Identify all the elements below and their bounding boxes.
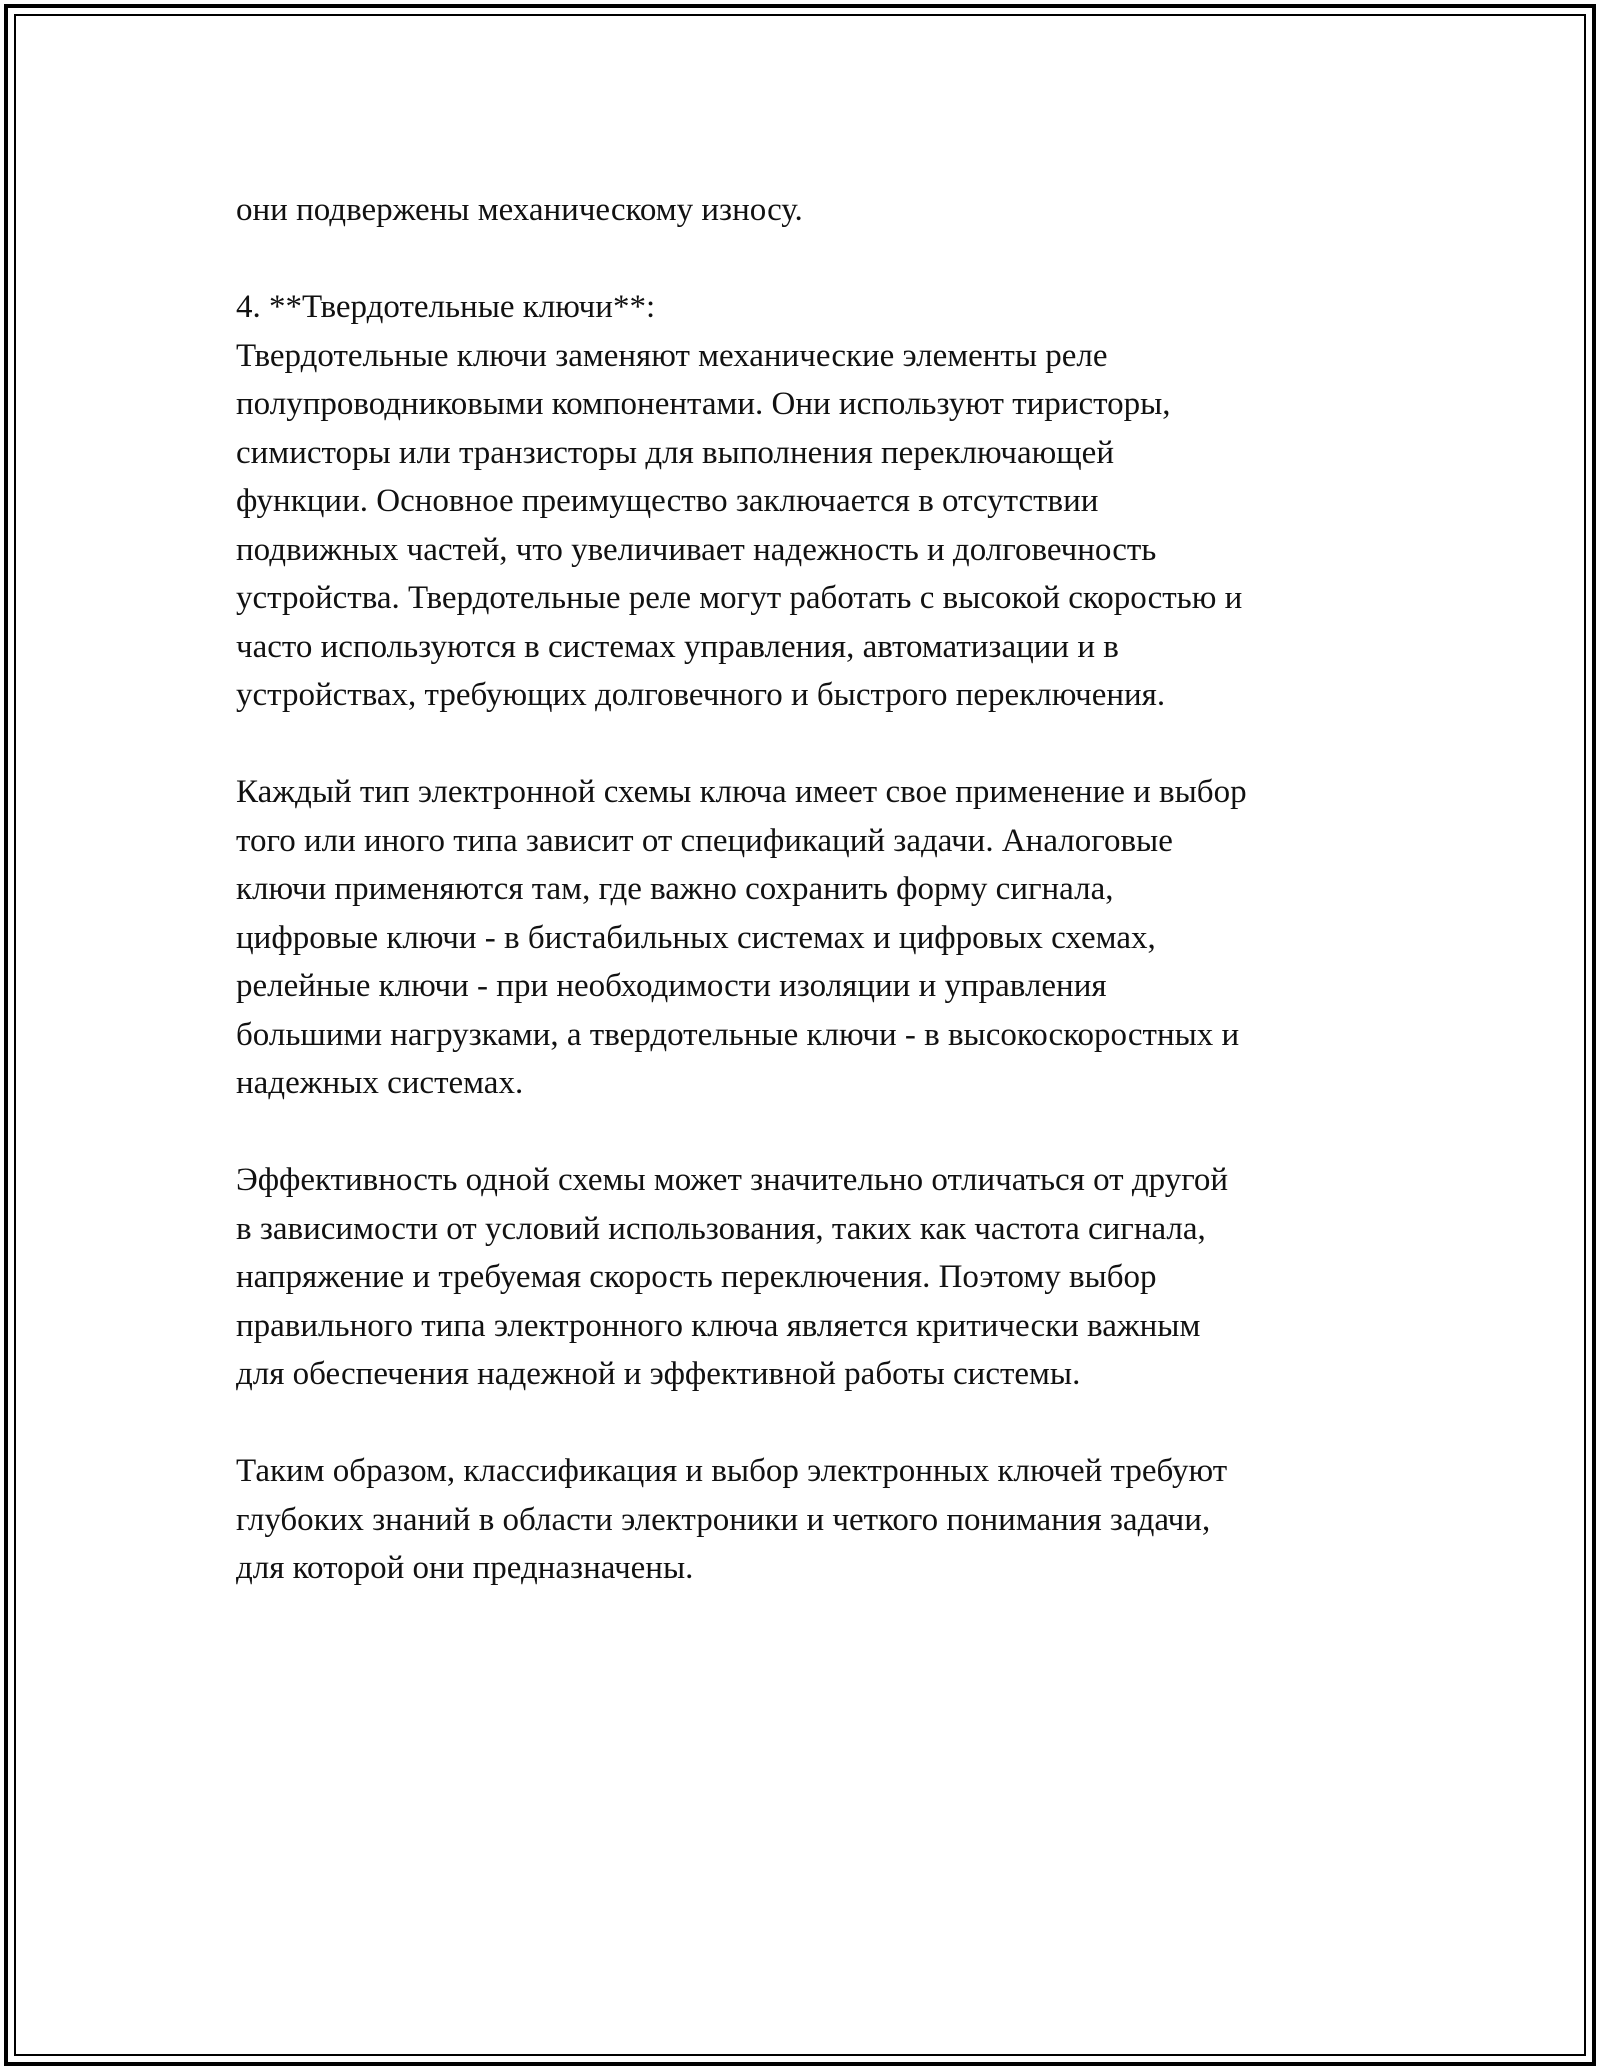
text-line: Таким образом, классификация и выбор электронных ключей требуют (236, 1453, 1228, 1489)
text-line: Эффективность одной схемы может значительно отличаться от другой (236, 1162, 1229, 1198)
text-line: для которой они предназначены. (236, 1550, 694, 1586)
text-line: глубоких знаний в области электроники и четкого понимания задачи, (236, 1501, 1211, 1538)
text-line: симисторы или транзисторы для выполнения переключающей (236, 434, 1114, 471)
text-line: Каждый тип электронной схемы ключа имеет свое применение и выбор (236, 774, 1247, 810)
text-line: устройства. Твердотельные реле могут работать с высокой скоростью и (236, 580, 1243, 616)
text-line: релейные ключи - при необходимости изоляции и управления (236, 968, 1107, 1004)
paragraph-gap (236, 1399, 1386, 1448)
text-line: функции. Основное преимущество заключается в отсутствии (236, 483, 1099, 519)
text-line: того или иного типа зависит от спецификаций задачи. Аналоговые (236, 822, 1173, 859)
text-line: для обеспечения надежной и эффективной работы системы. (236, 1356, 1081, 1392)
text-line: напряжение и требуемая скорость переключения. Поэтому выбор (236, 1259, 1157, 1295)
text-line: ключи применяются там, где важно сохранить форму сигнала, (236, 871, 1114, 907)
paragraph-gap (236, 720, 1386, 769)
text-line: полупроводниковыми компонентами. Они используют тиристоры, (236, 386, 1171, 422)
list-item-heading: 4. **Твердотельные ключи**: (236, 289, 656, 325)
text-line: в зависимости от условий использования, таких как частота сигнала, (236, 1210, 1206, 1247)
paragraph-efficiency (236, 1156, 1386, 1399)
text-line: часто используются в системах управления, автоматизации и в (236, 628, 1119, 665)
text-line: они подвержены механическому износу. (236, 192, 803, 228)
text-line: устройствах, требующих долговечного и быстрого переключения. (236, 677, 1166, 713)
document-body (236, 186, 1386, 1593)
text-line: правильного типа электронного ключа является критически важным (236, 1307, 1201, 1344)
text-line: цифровые ключи - в бистабильных системах и цифровых схемах, (236, 919, 1156, 956)
paragraph-gap (236, 1108, 1386, 1157)
paragraph-continuation (236, 186, 1386, 235)
paragraph-solid-state-keys (236, 283, 1386, 720)
text-line: большими нагрузками, а твердотельные ключи - в высокоскоростных и (236, 1016, 1240, 1053)
text-line: Твердотельные ключи заменяют механические элементы реле (236, 337, 1108, 374)
text-line: подвижных частей, что увеличивает надежность и долговечность (236, 531, 1157, 568)
paragraph-each-type (236, 768, 1386, 1108)
paragraph-gap (236, 235, 1386, 284)
paragraph-conclusion (236, 1447, 1386, 1593)
text-line: надежных системах. (236, 1065, 524, 1101)
